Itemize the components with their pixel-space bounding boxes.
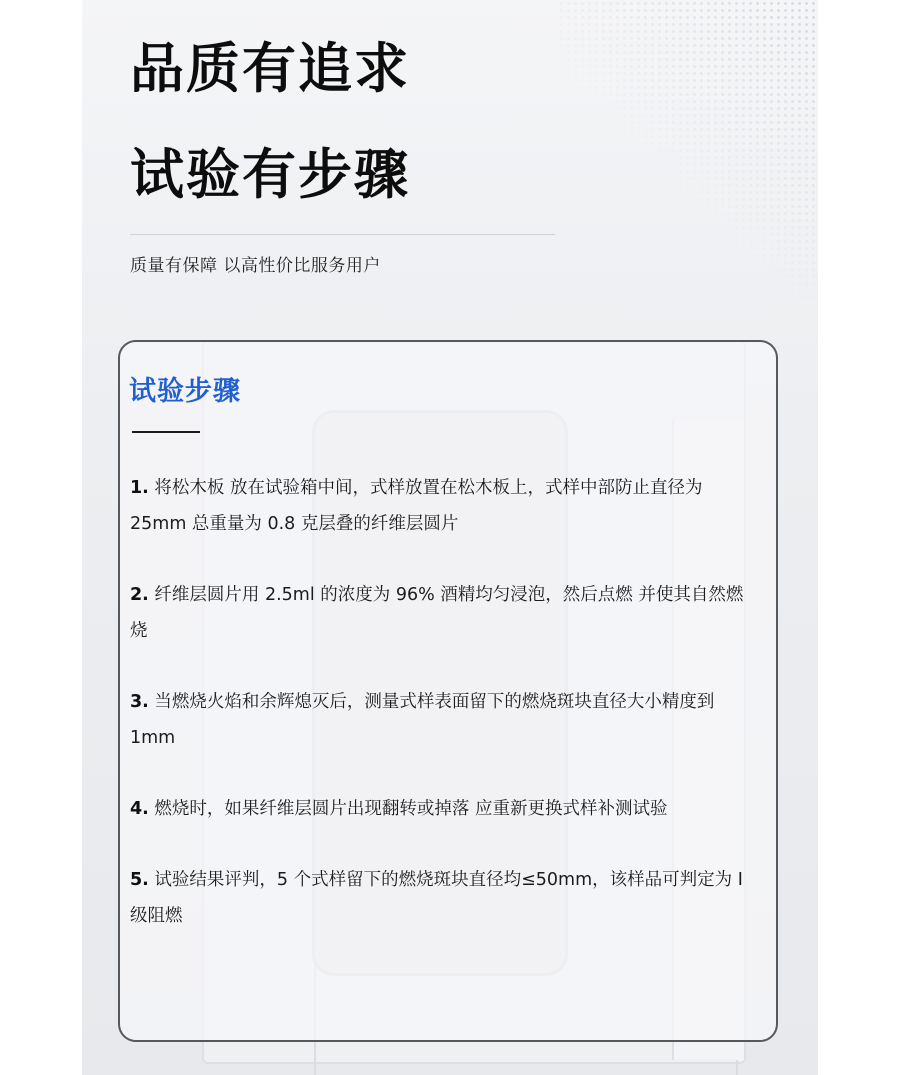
steps-list	[130, 470, 752, 969]
step-text: 当燃烧火焰和余辉熄灭后，测量式样表面留下的燃烧斑块直径大小精度到 1mm	[130, 692, 715, 748]
card-title-underline	[132, 431, 200, 433]
step-text: 将松木板 放在试验箱中间，式样放置在松木板上，式样中部防止直径为 25mm 总重量为 0.8 克层叠的纤维层圆片	[130, 478, 703, 534]
step-number: 4.	[130, 799, 149, 819]
headline-quality: 品质有追求	[130, 37, 410, 100]
subtitle: 质量有保障 以高性价比服务用户	[130, 256, 381, 276]
step-item-3	[130, 684, 752, 756]
headline-test-steps: 试验有步骤	[130, 143, 410, 206]
step-item-5	[130, 862, 752, 934]
product-detail-page	[82, 0, 818, 1075]
step-number: 2.	[130, 585, 149, 605]
step-text: 燃烧时，如果纤维层圆片出现翻转或掉落 应重新更换式样补测试验	[154, 799, 668, 819]
step-item-4	[130, 791, 752, 827]
step-number: 3.	[130, 692, 149, 712]
step-item-2	[130, 577, 752, 649]
card-title: 试验步骤	[129, 376, 241, 407]
step-item-1	[130, 470, 752, 542]
step-number: 5.	[130, 870, 149, 890]
step-number: 1.	[130, 478, 149, 498]
dot-pattern-decoration	[558, 0, 818, 300]
step-text: 纤维层圆片用 2.5ml 的浓度为 96% 酒精均匀浸泡，然后点燃 并使其自然燃烧	[130, 585, 744, 641]
step-text: 试验结果评判，5 个式样留下的燃烧斑块直径均≤50mm，该样品可判定为 Ⅰ 级阻燃	[130, 870, 743, 926]
header-divider	[130, 234, 555, 235]
